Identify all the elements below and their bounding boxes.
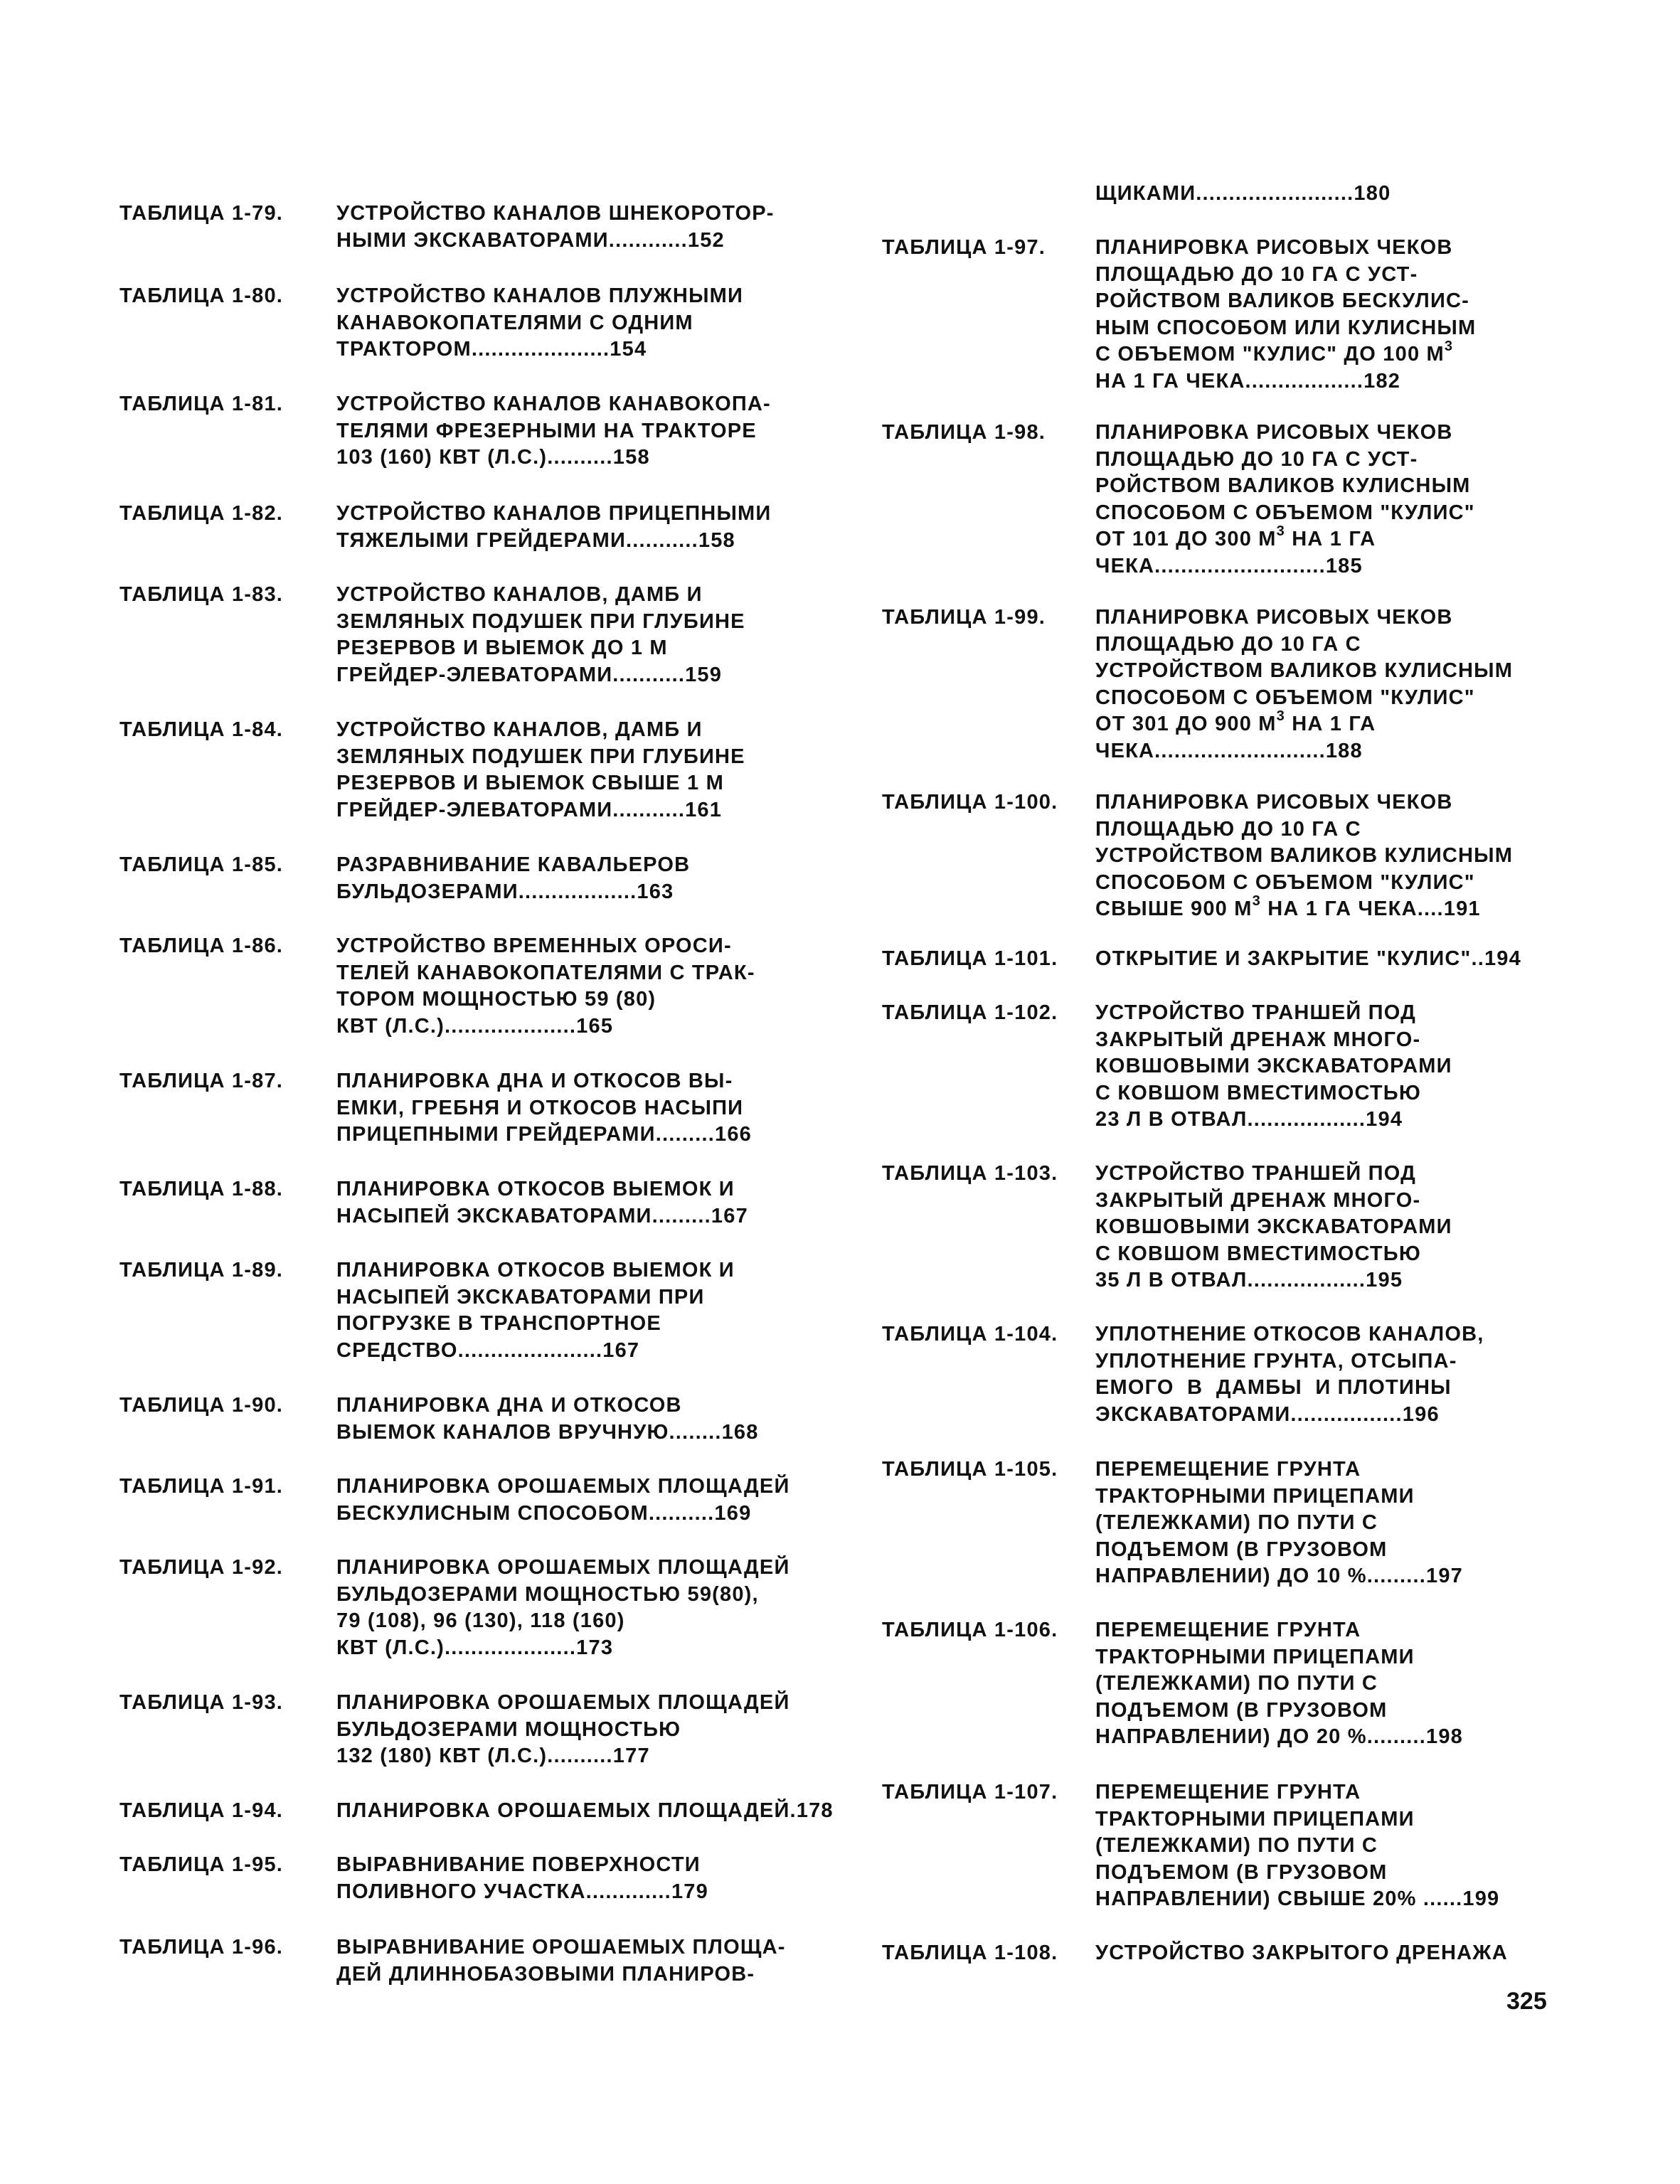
- entry-label: ТАБЛИЦА 1-91.: [119, 1475, 284, 1498]
- entry-title: [336, 1176, 809, 1230]
- entry-line: КОВШОВЫМИ ЭКСКАВАТОРАМИ: [1095, 1215, 1452, 1238]
- entry-line: ТЕЛЕЙ КАНАВОКОПАТЕЛЯМИ С ТРАК-: [336, 961, 755, 984]
- entry-title: [1095, 946, 1561, 973]
- entry-label: ТАБЛИЦА 1-101.: [882, 947, 1058, 970]
- entry-line: НАПРАВЛЕНИИ) ДО 10 %.........197: [1095, 1565, 1464, 1587]
- toc-entry[interactable]: [882, 420, 1561, 580]
- entry-line: БУЛЬДОЗЕРАМИ МОЩНОСТЬЮ 59(80),: [336, 1582, 759, 1606]
- toc-entry[interactable]: [119, 852, 809, 905]
- entry-line: УСТРОЙСТВО КАНАЛОВ ПРИЦЕПНЫМИ: [336, 502, 772, 525]
- entry-label: ТАБЛИЦА 1-81.: [119, 393, 284, 415]
- entry-line: УСТРОЙСТВО КАНАЛОВ ПЛУЖНЫМИ: [336, 284, 744, 307]
- entry-line: УСТРОЙСТВОМ ВАЛИКОВ КУЛИСНЫМ: [1095, 659, 1514, 682]
- entry-line: ВЫРАВНИВАНИЕ ПОВЕРХНОСТИ: [336, 1853, 701, 1876]
- entry-line: 132 (180) КВТ (Л.С.)..........177: [336, 1744, 650, 1767]
- entry-line: УПЛОТНЕНИЕ ОТКОСОВ КАНАЛОВ,: [1095, 1323, 1484, 1346]
- superscript-3: 3: [1252, 893, 1261, 909]
- entry-line: ПОДЪЕМОМ (В ГРУЗОВОМ: [1095, 1860, 1388, 1884]
- entry-line: ПЛАНИРОВКА ОРОШАЕМЫХ ПЛОЩАДЕЙ: [336, 1556, 790, 1579]
- entry-label: ТАБЛИЦА 1-83.: [119, 583, 284, 606]
- entry-title: [336, 1474, 809, 1527]
- entry-line: НЫМ СПОСОБОМ ИЛИ КУЛИСНЫМ: [1095, 316, 1477, 339]
- entry-line: ПЛАНИРОВКА РИСОВЫХ ЧЕКОВ: [1095, 791, 1453, 814]
- toc-entry[interactable]: [119, 1798, 834, 1825]
- entry-line: 35 Л В ОТВАЛ..................195: [1095, 1269, 1403, 1291]
- entry-line: НАПРАВЛЕНИИ) СВЫШЕ 20% ......199: [1095, 1887, 1500, 1910]
- entry-title: [1095, 1000, 1561, 1134]
- entry-line: ЭКСКАВАТОРАМИ.................196: [1095, 1402, 1440, 1426]
- entry-line-tail: НА 1 ГА: [1285, 528, 1376, 550]
- toc-entry[interactable]: [882, 1617, 1561, 1751]
- entry-title: [336, 501, 809, 554]
- entry-line: ГРЕЙДЕР-ЭЛЕВАТОРАМИ...........159: [336, 663, 723, 686]
- entry-label: ТАБЛИЦА 1-100.: [882, 791, 1058, 814]
- toc-entry[interactable]: [119, 1690, 809, 1770]
- entry-line: СРЕДСТВО......................167: [336, 1338, 640, 1362]
- entry-line: ТРАКТОРНЫМИ ПРИЦЕПАМИ: [1095, 1645, 1415, 1668]
- entry-line: ПЛАНИРОВКА ДНА И ОТКОСОВ: [336, 1394, 682, 1417]
- entry-line: ПЕРЕМЕЩЕНИЕ ГРУНТА: [1095, 1619, 1361, 1641]
- entry-line: ТЕЛЯМИ ФРЕЗЕРНЫМИ НА ТРАКТОРЕ: [336, 419, 757, 442]
- entry-line: ПЛАНИРОВКА ОТКОСОВ ВЫЕМОК И: [336, 1259, 735, 1282]
- entry-label: ТАБЛИЦА 1-105.: [882, 1458, 1058, 1481]
- entry-line: ПЛОЩАДЬЮ ДО 10 ГА С: [1095, 632, 1361, 656]
- entry-line: УСТРОЙСТВО ЗАКРЫТОГО ДРЕНАЖА: [1095, 1941, 1508, 1964]
- toc-entry[interactable]: [882, 1321, 1561, 1428]
- entry-line: КВТ (Л.С.)....................165: [336, 1014, 614, 1038]
- entry-title: [336, 1555, 809, 1661]
- toc-entry[interactable]: [882, 1000, 1561, 1134]
- entry-title: [1095, 235, 1561, 395]
- entry-label: ТАБЛИЦА 1-103.: [882, 1162, 1058, 1185]
- entry-label: ТАБЛИЦА 1-99.: [882, 606, 1046, 629]
- toc-entry[interactable]: [119, 391, 809, 472]
- entry-line: НАСЫПЕЙ ЭКСКАВАТОРАМИ.........167: [336, 1204, 748, 1227]
- entry-label: ТАБЛИЦА 1-92.: [119, 1556, 284, 1579]
- entry-line: РОЙСТВОМ ВАЛИКОВ БЕСКУЛИС-: [1095, 289, 1470, 312]
- entry-title: [336, 852, 809, 905]
- toc-entry[interactable]: [119, 1257, 809, 1364]
- toc-entry-continuation[interactable]: [882, 181, 1561, 208]
- entry-line: (ТЕЛЕЖКАМИ) ПО ПУТИ С: [1095, 1511, 1378, 1534]
- entry-line: (ТЕЛЕЖКАМИ) ПО ПУТИ С: [1095, 1834, 1378, 1857]
- superscript-3: 3: [1444, 339, 1454, 354]
- superscript-3: 3: [1276, 708, 1285, 724]
- entry-title: [336, 201, 809, 254]
- entry-line: ПЛАНИРОВКА РИСОВЫХ ЧЕКОВ: [1095, 606, 1453, 629]
- entry-line-tail: НА 1 ГА ЧЕКА....191: [1260, 897, 1481, 920]
- entry-label: ТАБЛИЦА 1-89.: [119, 1259, 284, 1282]
- entry-title: [1095, 1779, 1561, 1913]
- entry-line: ПЛОЩАДЬЮ ДО 10 ГА С: [1095, 817, 1361, 841]
- entry-label: ТАБЛИЦА 1-80.: [119, 284, 284, 307]
- entry-title: [336, 582, 809, 688]
- entry-line: БЕСКУЛИСНЫМ СПОСОБОМ..........169: [336, 1501, 752, 1525]
- entry-line: КАНАВОКОПАТЕЛЯМИ С ОДНИМ: [336, 311, 693, 334]
- toc-entry[interactable]: [882, 604, 1561, 765]
- entry-line: 103 (160) КВТ (Л.С.)..........158: [336, 446, 650, 469]
- entry-line: ПОДЪЕМОМ (В ГРУЗОВОМ: [1095, 1538, 1388, 1561]
- entry-label: ТАБЛИЦА 1-82.: [119, 502, 284, 525]
- entry-line: ПРИЦЕПНЫМИ ГРЕЙДЕРАМИ.........166: [336, 1123, 753, 1146]
- toc-entry[interactable]: [119, 201, 809, 254]
- entry-line: УСТРОЙСТВО ТРАНШЕЙ ПОД: [1095, 1001, 1416, 1024]
- entry-line: УПЛОТНЕНИЕ ГРУНТА, ОТСЫПА-: [1095, 1349, 1457, 1373]
- toc-entry[interactable]: [119, 1934, 809, 1988]
- entry-line-tail: НА 1 ГА: [1285, 713, 1376, 735]
- toc-entry[interactable]: [119, 283, 809, 363]
- entry-line: [1095, 893, 1561, 923]
- entry-label: ТАБЛИЦА 1-88.: [119, 1178, 284, 1200]
- entry-label: ТАБЛИЦА 1-98.: [882, 421, 1046, 444]
- toc-entry[interactable]: [119, 1555, 809, 1661]
- entry-line-text: ОТ 301 ДО 900 М: [1095, 713, 1277, 735]
- entry-title: [336, 283, 809, 363]
- entry-title: [336, 391, 809, 472]
- entry-label: ТАБЛИЦА 1-90.: [119, 1394, 284, 1417]
- entry-line: УСТРОЙСТВО КАНАЛОВ ШНЕКОРОТОР-: [336, 202, 775, 225]
- entry-line: НА 1 ГА ЧЕКА..................182: [1095, 369, 1401, 393]
- toc-entry[interactable]: [882, 1940, 1561, 1967]
- toc-entry[interactable]: [119, 1852, 809, 1905]
- entry-line: НЫМИ ЭКСКАВАТОРАМИ............152: [336, 228, 725, 252]
- entry-line: ПЛАНИРОВКА ОРОШАЕМЫХ ПЛОЩАДЕЙ.178: [336, 1799, 834, 1822]
- entry-line: ЗАКРЫТЫЙ ДРЕНАЖ МНОГО-: [1095, 1028, 1421, 1051]
- entry-line: РЕЗЕРВОВ И ВЫЕМОК СВЫШЕ 1 М: [336, 772, 724, 794]
- entry-title: [1095, 1161, 1561, 1294]
- entry-line: [1095, 341, 1561, 368]
- entry-title: [1095, 181, 1561, 208]
- entry-line: ПЛОЩАДЬЮ ДО 10 ГА С УСТ-: [1095, 262, 1418, 286]
- entry-line: КОВШОВЫМИ ЭКСКАВАТОРАМИ: [1095, 1055, 1452, 1077]
- entry-line: ЗЕМЛЯНЫХ ПОДУШЕК ПРИ ГЛУБИНЕ: [336, 745, 745, 768]
- entry-line: ПЕРЕМЕЩЕНИЕ ГРУНТА: [1095, 1458, 1361, 1481]
- entry-line: [1095, 708, 1561, 738]
- entry-title: [336, 1068, 809, 1149]
- entry-line: ЗАКРЫТЫЙ ДРЕНАЖ МНОГО-: [1095, 1188, 1421, 1212]
- entry-line-text: СВЫШЕ 900 М: [1095, 897, 1253, 920]
- entry-line: ПЛАНИРОВКА ОРОШАЕМЫХ ПЛОЩАДЕЙ: [336, 1475, 790, 1498]
- entry-line: ВЫРАВНИВАНИЕ ОРОШАЕМЫХ ПЛОЩА-: [336, 1936, 786, 1959]
- entry-label: ТАБЛИЦА 1-93.: [119, 1691, 284, 1714]
- entry-line: ЕМОГО В ДАМБЫ И ПЛОТИНЫ: [1095, 1376, 1452, 1399]
- toc-entry[interactable]: [882, 789, 1561, 923]
- toc-entry[interactable]: [882, 1456, 1561, 1590]
- entry-title: [336, 1257, 809, 1364]
- entry-title: [1095, 789, 1561, 923]
- entry-title: [336, 1690, 809, 1770]
- entry-label: ТАБЛИЦА 1-85.: [119, 853, 284, 876]
- entry-line-text: С ОБЪЕМОМ "КУЛИС" ДО 100 М: [1095, 343, 1445, 366]
- toc-entry[interactable]: [119, 582, 809, 688]
- toc-entry[interactable]: [119, 1068, 809, 1149]
- entry-label: ТАБЛИЦА 1-84.: [119, 718, 284, 741]
- entry-line: ПЛАНИРОВКА РИСОВЫХ ЧЕКОВ: [1095, 236, 1453, 259]
- entry-line: ПЛАНИРОВКА РИСОВЫХ ЧЕКОВ: [1095, 421, 1453, 444]
- entry-line: [1095, 523, 1561, 553]
- entry-line: НАПРАВЛЕНИИ) ДО 20 %.........198: [1095, 1725, 1464, 1748]
- entry-line: ЕМКИ, ГРЕБНЯ И ОТКОСОВ НАСЫПИ: [336, 1096, 744, 1119]
- entry-title: [336, 1392, 809, 1446]
- entry-label: [882, 181, 1095, 208]
- entry-line: (ТЕЛЕЖКАМИ) ПО ПУТИ С: [1095, 1672, 1378, 1695]
- entry-line: ПЛАНИРОВКА ДНА И ОТКОСОВ ВЫ-: [336, 1070, 733, 1092]
- toc-entry[interactable]: [882, 946, 1561, 973]
- entry-line: 23 Л В ОТВАЛ..................194: [1095, 1108, 1403, 1131]
- entry-line: ОТКРЫТИЕ И ЗАКРЫТИЕ "КУЛИС"..194: [1095, 947, 1521, 970]
- entry-title: [336, 1852, 809, 1905]
- entry-label: ТАБЛИЦА 1-97.: [882, 236, 1046, 259]
- entry-line: ПЛОЩАДЬЮ ДО 10 ГА С УСТ-: [1095, 447, 1418, 471]
- entry-title: [336, 933, 809, 1040]
- entry-label: ТАБЛИЦА 1-102.: [882, 1001, 1058, 1024]
- entry-line: ГРЕЙДЕР-ЭЛЕВАТОРАМИ...........161: [336, 798, 723, 821]
- toc-entry[interactable]: [119, 717, 809, 824]
- entry-label: ТАБЛИЦА 1-79.: [119, 202, 284, 225]
- entry-title: [336, 1934, 809, 1988]
- toc-entry[interactable]: [119, 501, 809, 554]
- entry-label: ТАБЛИЦА 1-106.: [882, 1619, 1058, 1641]
- entry-title: [1095, 1940, 1561, 1967]
- entry-line: УСТРОЙСТВО ВРЕМЕННЫХ ОРОСИ-: [336, 934, 732, 957]
- toc-entry[interactable]: [882, 235, 1561, 395]
- entry-title: [336, 1798, 834, 1825]
- entry-line: УСТРОЙСТВО ТРАНШЕЙ ПОД: [1095, 1162, 1416, 1185]
- entry-line: ТРАКТОРОМ.....................154: [336, 338, 647, 361]
- entry-title: [1095, 1321, 1561, 1428]
- entry-title: [336, 717, 809, 824]
- entry-line: ПЛАНИРОВКА ОТКОСОВ ВЫЕМОК И: [336, 1178, 735, 1200]
- toc-entry[interactable]: [882, 1161, 1561, 1294]
- toc-entry[interactable]: [119, 1392, 809, 1446]
- entry-line: ПЛАНИРОВКА ОРОШАЕМЫХ ПЛОЩАДЕЙ: [336, 1691, 790, 1714]
- entry-line: ЧЕКА..........................188: [1095, 739, 1363, 762]
- toc-entry[interactable]: [119, 1474, 809, 1527]
- entry-label: ТАБЛИЦА 1-87.: [119, 1070, 284, 1092]
- entry-line: С КОВШОМ ВМЕСТИМОСТЬЮ: [1095, 1242, 1421, 1265]
- entry-line: СПОСОБОМ С ОБЪЕМОМ "КУЛИС": [1095, 870, 1475, 894]
- page-number: 325: [1506, 1988, 1547, 2015]
- entry-line: ТРАКТОРНЫМИ ПРИЦЕПАМИ: [1095, 1807, 1415, 1831]
- entry-line: НАСЫПЕЙ ЭКСКАВАТОРАМИ ПРИ: [336, 1285, 705, 1309]
- entry-line: С КОВШОМ ВМЕСТИМОСТЬЮ: [1095, 1081, 1421, 1104]
- entry-label: ТАБЛИЦА 1-96.: [119, 1936, 284, 1959]
- entry-line: ДЕЙ ДЛИННОБАЗОВЫМИ ПЛАНИРОВ-: [336, 1962, 755, 1986]
- entry-label: ТАБЛИЦА 1-86.: [119, 934, 284, 957]
- entry-line: УСТРОЙСТВО КАНАЛОВ КАНАВОКОПА-: [336, 393, 771, 415]
- entry-line: РЕЗЕРВОВ И ВЫЕМОК ДО 1 М: [336, 636, 668, 659]
- entry-line: ЗЕМЛЯНЫХ ПОДУШЕК ПРИ ГЛУБИНЕ: [336, 609, 745, 633]
- entry-line: ВЫЕМОК КАНАЛОВ ВРУЧНУЮ........168: [336, 1420, 759, 1444]
- entry-line-text: ОТ 101 ДО 300 М: [1095, 528, 1277, 550]
- entry-line: УСТРОЙСТВО КАНАЛОВ, ДАМБ И: [336, 583, 703, 606]
- entry-label: ТАБЛИЦА 1-108.: [882, 1941, 1058, 1964]
- entry-line: ТЯЖЕЛЫМИ ГРЕЙДЕРАМИ...........158: [336, 528, 735, 552]
- entry-line: ПОЛИВНОГО УЧАСТКА.............179: [336, 1880, 708, 1903]
- entry-title: [1095, 604, 1561, 765]
- toc-entry[interactable]: [119, 933, 809, 1040]
- entry-line: 79 (108), 96 (130), 118 (160): [336, 1609, 625, 1632]
- entry-line: ПОДЪЕМОМ (В ГРУЗОВОМ: [1095, 1698, 1388, 1722]
- entry-line: ПОГРУЗКЕ В ТРАНСПОРТНОЕ: [336, 1312, 661, 1335]
- entry-line: УСТРОЙСТВО КАНАЛОВ, ДАМБ И: [336, 718, 703, 741]
- entry-line: ТРАКТОРНЫМИ ПРИЦЕПАМИ: [1095, 1484, 1415, 1508]
- entry-label: ТАБЛИЦА 1-104.: [882, 1323, 1058, 1346]
- entry-line: УСТРОЙСТВОМ ВАЛИКОВ КУЛИСНЫМ: [1095, 844, 1514, 867]
- entry-line: БУЛЬДОЗЕРАМИ МОЩНОСТЬЮ: [336, 1717, 681, 1741]
- entry-line: СПОСОБОМ С ОБЪЕМОМ "КУЛИС": [1095, 686, 1475, 709]
- entry-title: [1095, 1456, 1561, 1590]
- entry-label: ТАБЛИЦА 1-94.: [119, 1799, 284, 1822]
- entry-label: ТАБЛИЦА 1-95.: [119, 1853, 284, 1876]
- entry-label: ТАБЛИЦА 1-107.: [882, 1781, 1058, 1804]
- toc-entry[interactable]: [882, 1779, 1561, 1913]
- entry-line: БУЛЬДОЗЕРАМИ..................163: [336, 880, 674, 903]
- toc-entry[interactable]: [119, 1176, 809, 1230]
- superscript-3: 3: [1276, 523, 1285, 539]
- entry-line: РОЙСТВОМ ВАЛИКОВ КУЛИСНЫМ: [1095, 474, 1471, 497]
- entry-line: СПОСОБОМ С ОБЪЕМОМ "КУЛИС": [1095, 501, 1475, 524]
- entry-line: ЧЕКА..........................185: [1095, 554, 1363, 577]
- entry-line: РАЗРАВНИВАНИЕ КАВАЛЬЕРОВ: [336, 853, 691, 876]
- entry-line: КВТ (Л.С.)....................173: [336, 1636, 614, 1659]
- entry-title: [1095, 1617, 1561, 1751]
- entry-line: ТОРОМ МОЩНОСТЬЮ 59 (80): [336, 988, 656, 1011]
- entry-title: [1095, 420, 1561, 580]
- entry-line: ПЕРЕМЕЩЕНИЕ ГРУНТА: [1095, 1781, 1361, 1804]
- entry-line: ЩИКАМИ........................180: [1095, 182, 1391, 205]
